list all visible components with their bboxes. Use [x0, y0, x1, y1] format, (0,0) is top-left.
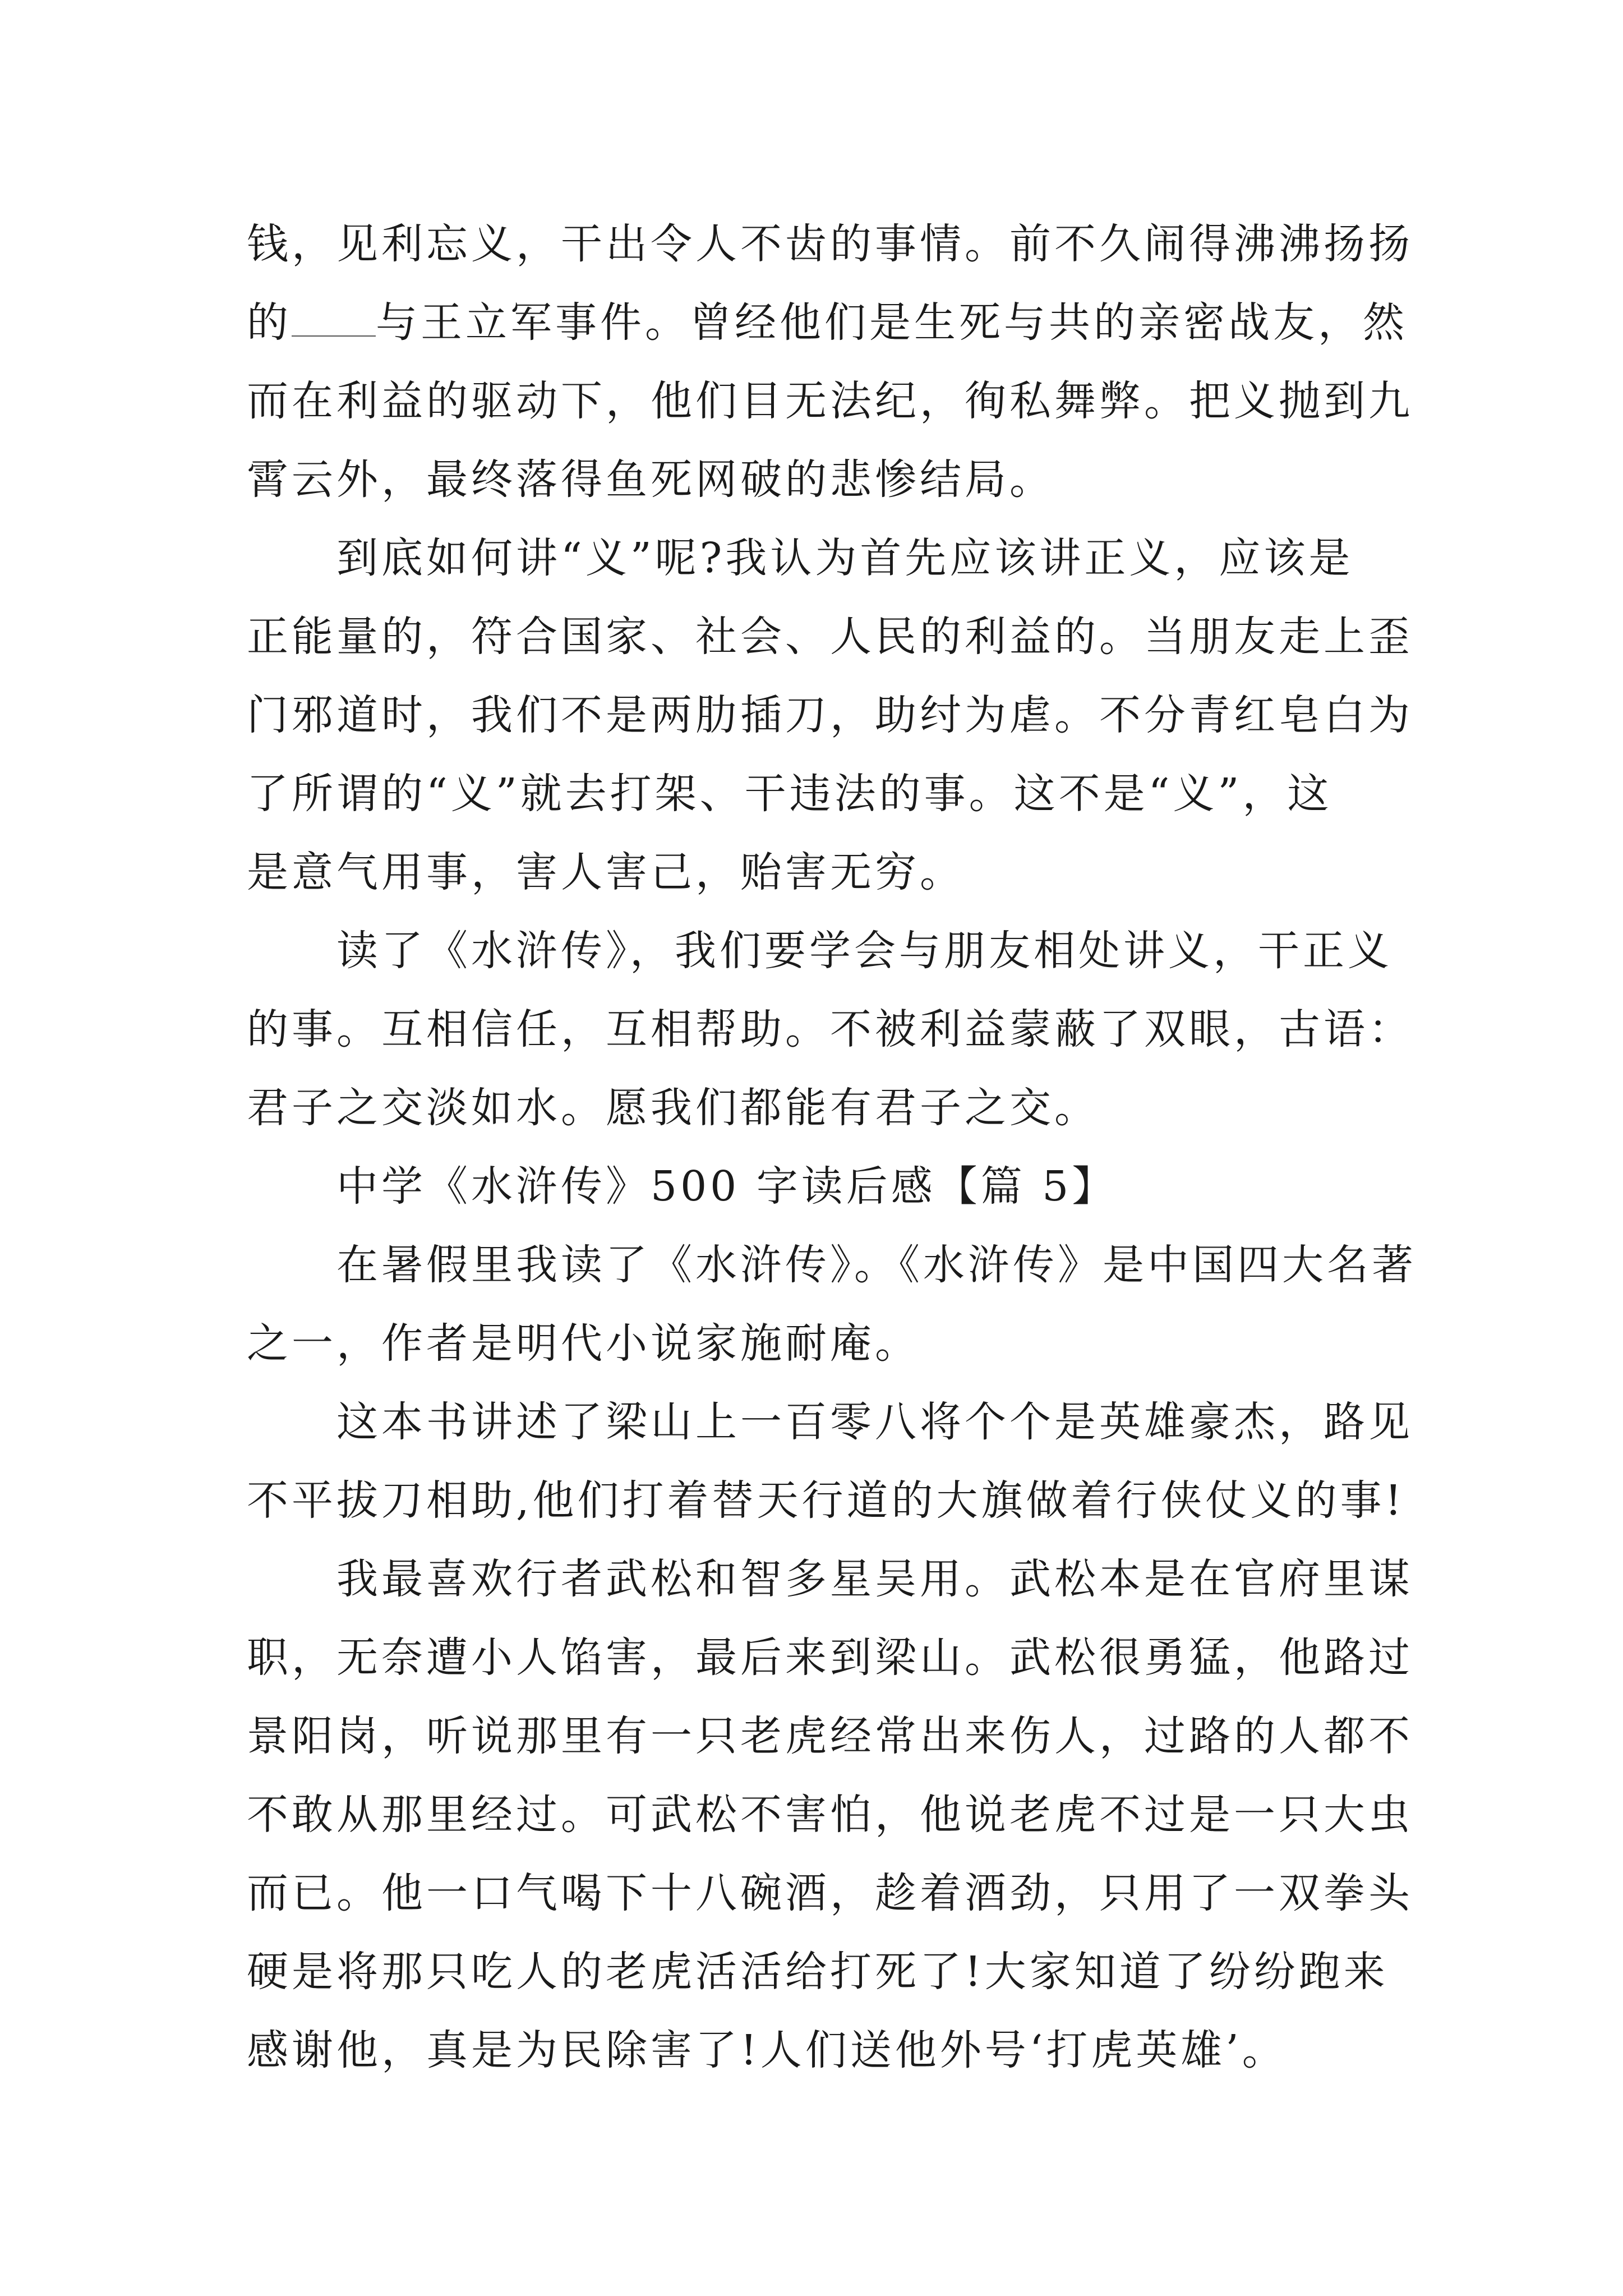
text-line: 感谢他，真是为民除害了!人们送他外号‘打虎英雄’。 — [247, 2026, 1287, 2074]
text-line: 职，无奈遭小人馅害，最后来到梁山。武松很勇猛，他路过 — [247, 1634, 1413, 1682]
paragraph-first-line: 这本书讲述了梁山上一百零八将个个是英雄豪杰，路见 — [336, 1398, 1413, 1446]
paragraph-first-line: 我最喜欢行者武松和智多星吴用。武松本是在官府里谋 — [336, 1555, 1413, 1603]
paragraph-first-line: 到底如何讲“义”呢?我认为首先应该讲正义，应该是 — [336, 534, 1354, 582]
text-line: 霄云外，最终落得鱼死网破的悲惨结局。 — [247, 455, 1054, 504]
text-line: 是意气用事，害人害己，贻害无穷。 — [247, 848, 965, 896]
paragraph-first-line: 读了《水浒传》，我们要学会与朋友相处讲义，干正义 — [336, 927, 1393, 975]
text-line: 而已。他一口气喝下十八碗酒，趁着酒劲，只用了一双拳头 — [247, 1869, 1413, 1917]
section-heading: 中学《水浒传》500 字读后感【篇 5】 — [336, 1162, 1117, 1211]
text-line: 之一，作者是明代小说家施耐庵。 — [247, 1319, 920, 1368]
text-line: 的事。互相信任，互相帮助。不被利益蒙蔽了双眼，古语： — [247, 1005, 1413, 1053]
redacted-blank — [292, 301, 376, 337]
text-line: 门邪道时，我们不是两肋插刀，助纣为虐。不分青红皂白为 — [247, 691, 1413, 739]
text-line: 正能量的，符合国家、社会、人民的利益的。当朋友走上歪 — [247, 613, 1413, 661]
text-line: 硬是将那只吃人的老虎活活给打死了!大家知道了纷纷跑来 — [247, 1948, 1389, 1996]
text-line: 不敢从那里经过。可武松不害怕，他说老虎不过是一只大虫 — [247, 1791, 1413, 1839]
text-line — [247, 295, 1408, 351]
text-segment: 的 — [247, 298, 292, 347]
text-line: 而在利益的驱动下，他们目无法纪，徇私舞弊。把义抛到九 — [247, 377, 1413, 425]
paragraph-first-line: 在暑假里我读了《水浒传》。《水浒传》是中国四大名著 — [336, 1241, 1417, 1289]
text-line: 了所谓的“义”就去打架、干违法的事。这不是“义”，这 — [247, 770, 1332, 818]
text-line: 君子之交淡如水。愿我们都能有君子之交。 — [247, 1084, 1099, 1132]
text-line: 不平拔刀相助,他们打着替天行道的大旗做着行侠仗义的事! — [247, 1476, 1405, 1525]
text-line: 钱，见利忘义，干出令人不齿的事情。前不久闹得沸沸扬扬 — [247, 220, 1413, 268]
text-segment: 与王立军事件。曾经他们是生死与共的亲密战友，然 — [376, 298, 1408, 347]
text-line: 景阳岗，听说那里有一只老虎经常出来伤人，过路的人都不 — [247, 1712, 1413, 1760]
